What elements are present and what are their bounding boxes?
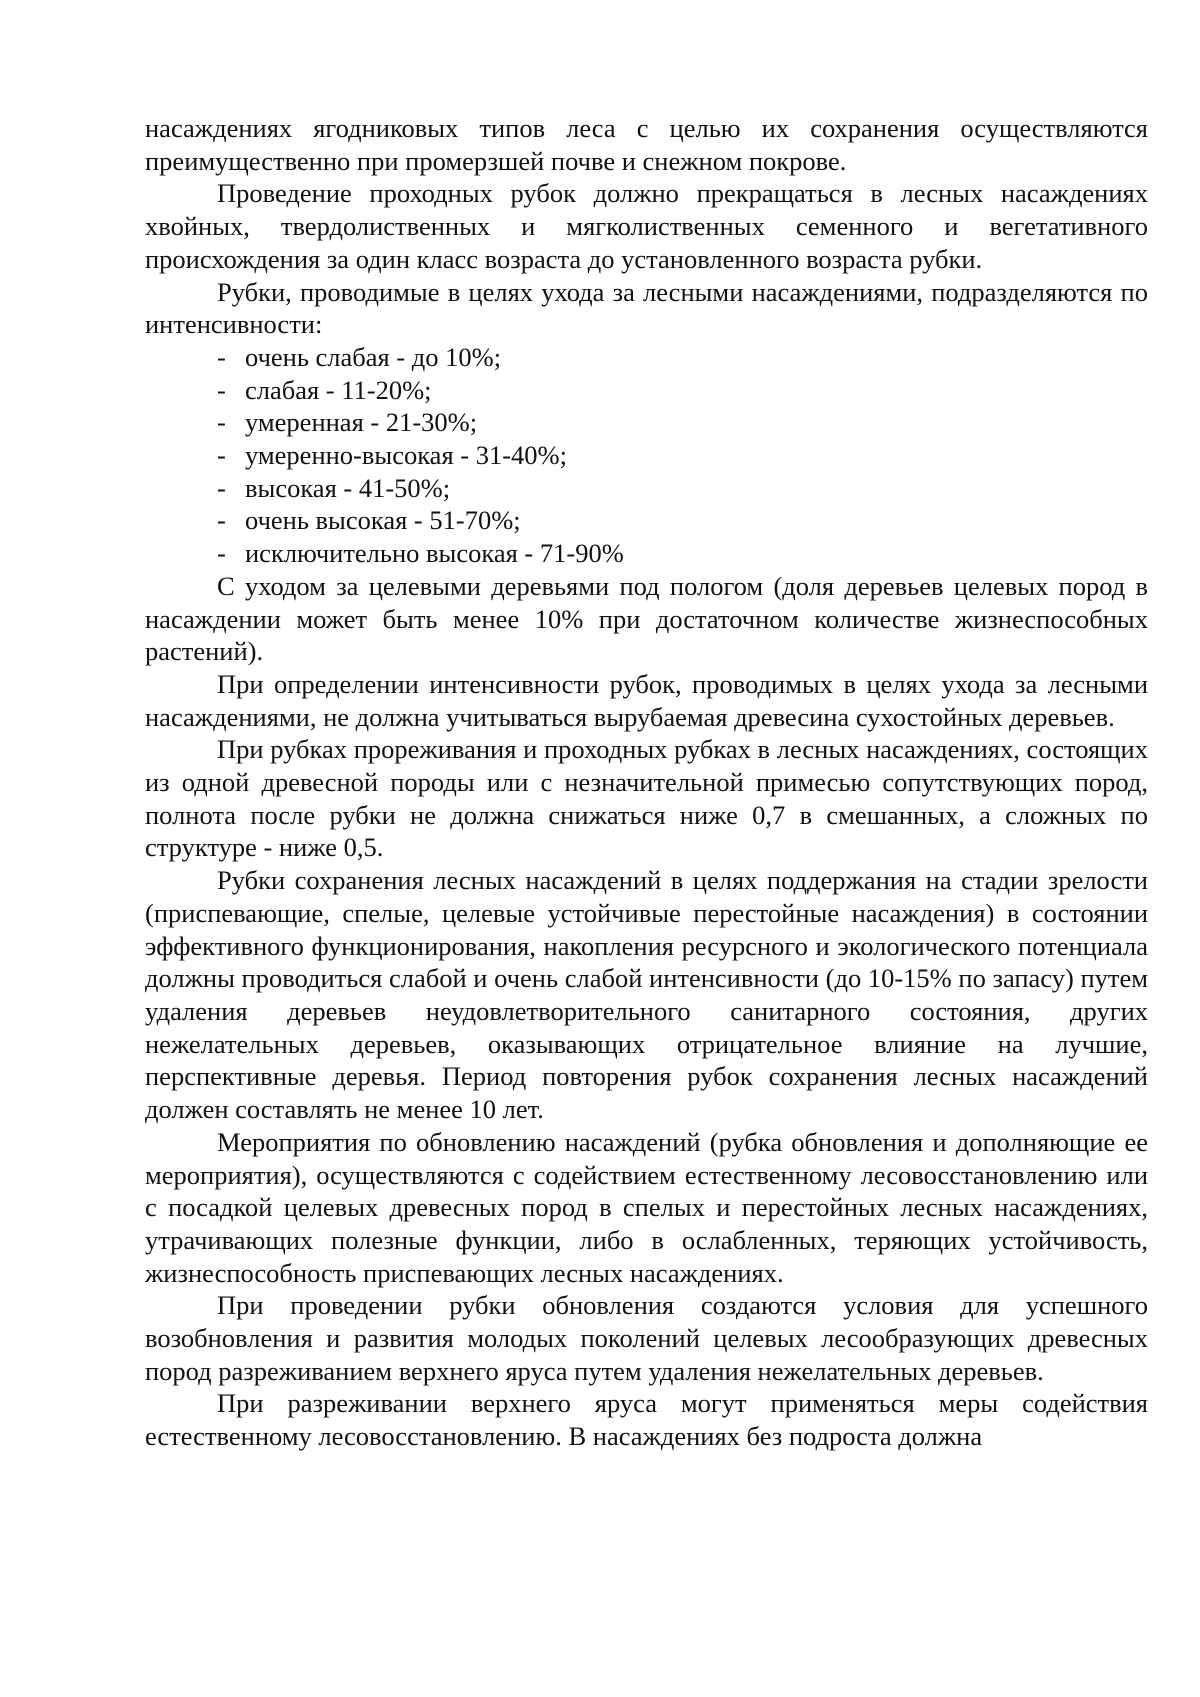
paragraph: При определении интенсивности рубок, проводимых в целях ухода за лесными насаждениями, не должна учитываться вырубаемая древесина сухостойных деревьев.	[145, 668, 1148, 732]
intensity-list	[145, 341, 1148, 570]
document-page	[145, 112, 1148, 1453]
list-marker: -	[217, 472, 226, 503]
paragraph: Мероприятия по обновлению насаждений (рубка обновления и дополняющие ее мероприятия), осуществляются с содействием естественному лесовосстановлению или с посадкой целевых древесных пород в спелых и перестойных лесных насаждениях, утрачивающих полезные функции, либо в ослабленных, теряющих устойчивость, жизнеспособность приспевающих лесных насаждениях.	[145, 1126, 1148, 1288]
list-marker: -	[217, 374, 226, 405]
list-item-text: очень высокая - 51-70%;	[245, 505, 521, 536]
list-item	[145, 439, 1148, 472]
list-item	[145, 537, 1148, 570]
paragraph: насаждениях ягодниковых типов леса с целью их сохранения осуществляются преимущественно при промерзшей почве и снежном покрове.	[145, 113, 1148, 176]
list-marker: -	[217, 440, 226, 471]
list-item	[145, 406, 1148, 439]
paragraph: Рубки, проводимые в целях ухода за лесными насаждениями, подразделяются по интенсивности:	[145, 276, 1148, 340]
paragraph: При разреживании верхнего яруса могут применяться меры содействия естественному лесовосстановлению. В насаждениях без подроста должна	[145, 1388, 1148, 1452]
paragraph: При проведении рубки обновления создаются условия для успешного возобновления и развития молодых поколений целевых лесообразующих древесных пород разреживанием верхнего яруса путем удаления нежелательных деревьев.	[145, 1290, 1148, 1386]
list-item	[145, 341, 1148, 374]
list-item	[145, 504, 1148, 537]
list-item-text: умеренная - 21-30%;	[245, 407, 478, 438]
list-item-text: умеренно-высокая - 31-40%;	[245, 440, 567, 471]
list-item	[145, 472, 1148, 505]
paragraph: Рубки сохранения лесных насаждений в целях поддержания на стадии зрелости (приспевающие, спелые, целевые устойчивые перестойные насаждения) в состоянии эффективного функционирования, накопления ресурсного и экологического потенциала должны проводиться слабой и очень слабой интенсивности (до 10-15% по запасу) путем удаления деревьев неудовлетворительного санитарного состояния, других нежелательных деревьев, оказывающих отрицательное влияние на лучшие, перспективные деревья. Период повторения рубок сохранения лесных насаждений должен составлять не менее 10 лет.	[145, 865, 1148, 1125]
paragraph: При рубках прореживания и проходных рубках в лесных насаждениях, состоящих из одной древесной породы или с незначительной примесью сопутствующих пород, полнота после рубки не должна снижаться ниже 0,7 в смешанных, а сложных по структуре - ниже 0,5.	[145, 734, 1148, 863]
list-marker: -	[217, 407, 226, 438]
list-item-text: очень слабая - до 10%;	[245, 341, 502, 372]
list-item-text: исключительно высокая - 71-90%	[245, 538, 624, 569]
paragraph: С уходом за целевыми деревьями под пологом (доля деревьев целевых пород в насаждении может быть менее 10% при достаточном количестве жизнеспособных растений).	[145, 570, 1148, 667]
list-item	[145, 374, 1148, 407]
list-marker: -	[217, 538, 226, 569]
list-item-text: слабая - 11-20%;	[245, 374, 432, 405]
list-marker: -	[217, 505, 226, 536]
list-marker: -	[217, 341, 226, 372]
paragraph: Проведение проходных рубок должно прекращаться в лесных насаждениях хвойных, твердолиственных и мягколиственных семенного и вегетативного происхождения за один класс возраста до установленного возраста рубки.	[145, 178, 1148, 274]
list-item-text: высокая - 41-50%;	[245, 472, 451, 503]
